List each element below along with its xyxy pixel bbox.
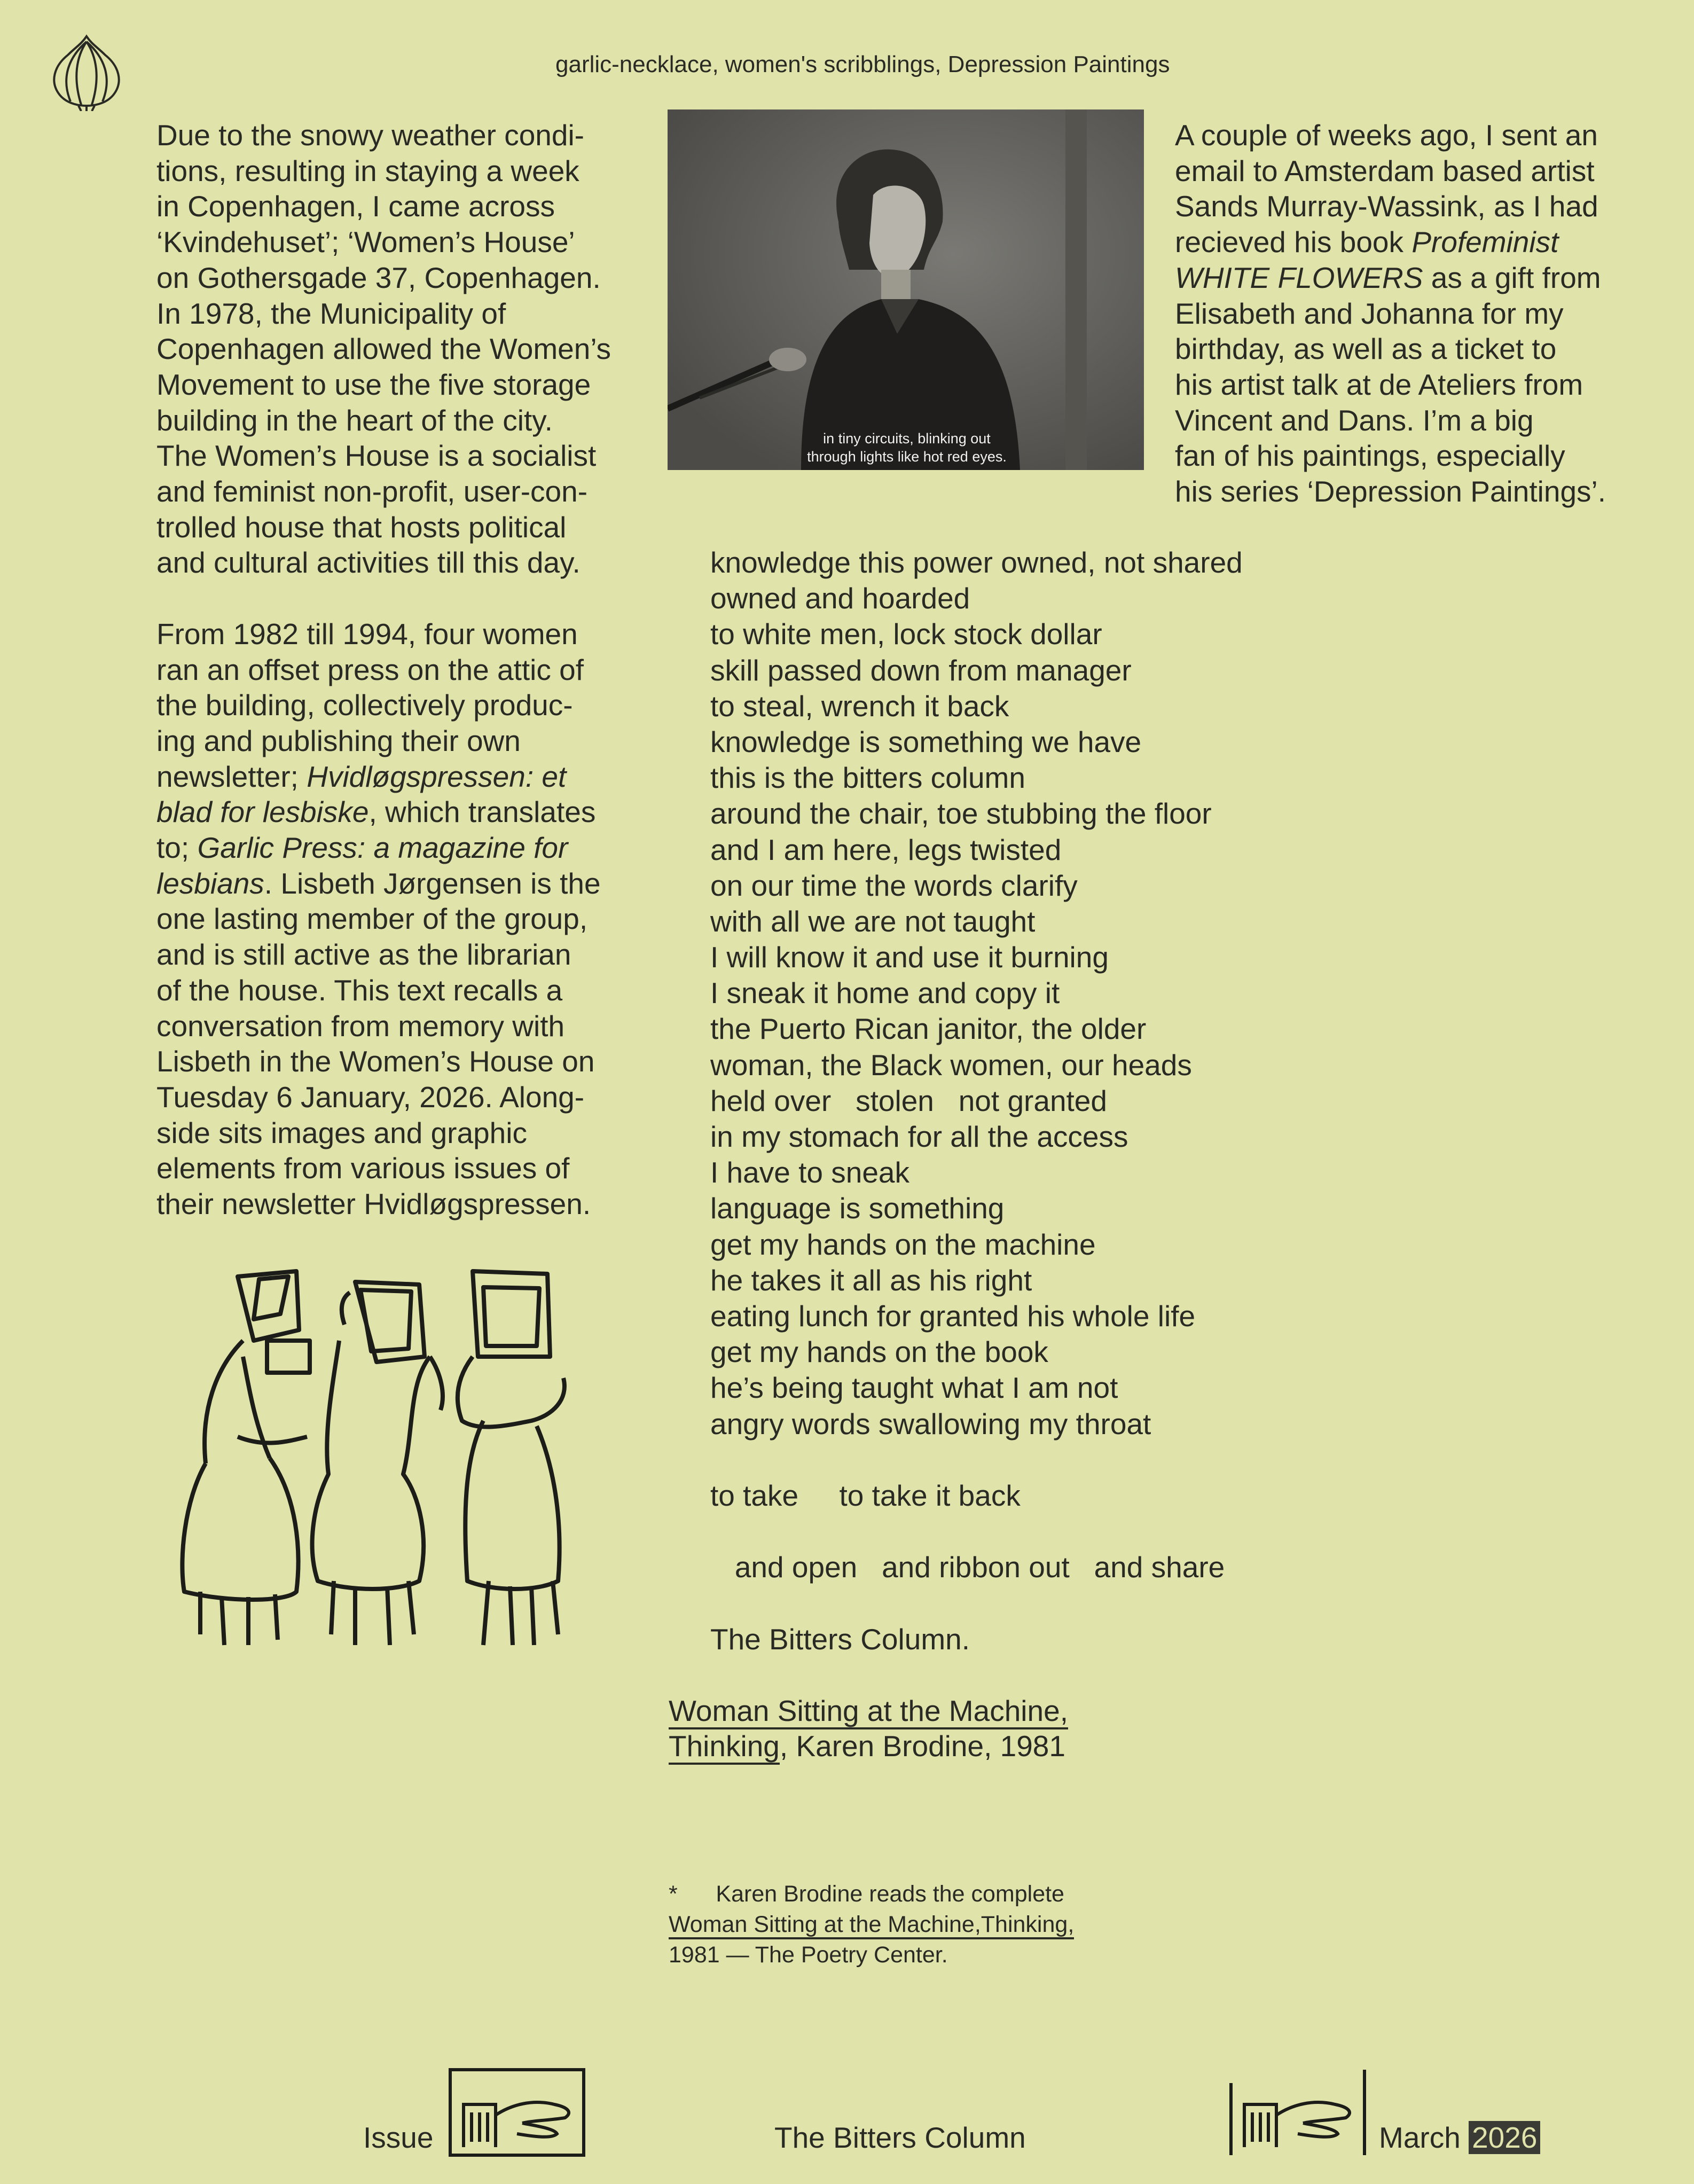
- poem-line: The Bitters Column.: [710, 1622, 970, 1656]
- text-line: [156, 723, 637, 759]
- poem-line: I will know it and use it burning: [710, 941, 1109, 974]
- text-line: [1175, 438, 1656, 474]
- italic-title: blad for lesbiske: [156, 795, 369, 829]
- poem-line: on our time the words clarify: [710, 868, 1078, 902]
- poem-line: the Puerto Rican janitor, the older: [710, 1012, 1147, 1046]
- poem-line: knowledge is something we have: [710, 725, 1142, 758]
- poem-line: I have to sneak: [710, 1156, 910, 1189]
- text-line: [156, 616, 637, 652]
- text-run: Sands Murray-Wassink, as I had: [1175, 190, 1598, 223]
- right-column: [1175, 118, 1656, 510]
- text-run: Lisbeth in the Women’s House on: [156, 1045, 595, 1078]
- poem-line: to white men, lock stock dollar: [710, 617, 1102, 651]
- text-line: on Gothersgade 37, Copenhagen.: [156, 261, 601, 294]
- text-run: ran an offset press on the attic of: [156, 653, 584, 686]
- poem-line: language is something: [710, 1192, 1005, 1225]
- text-line: [1175, 403, 1656, 439]
- text-line: [156, 1150, 637, 1186]
- text-line: [156, 1079, 637, 1115]
- text-line: ‘Kvindehuset’; ‘Women’s House’: [156, 225, 575, 259]
- text-line: [156, 794, 637, 830]
- subtitle-line-1: in tiny circuits, blinking out: [823, 430, 991, 447]
- text-line: tions, resulting in staying a week: [156, 154, 579, 187]
- citation-author: , Karen Brodine, 1981: [779, 1729, 1065, 1763]
- text-run: elements from various issues of: [156, 1152, 570, 1185]
- text-line: [156, 1186, 637, 1222]
- poem-line: this is the bitters column: [710, 761, 1025, 795]
- text-line: In 1978, the Municipality of: [156, 296, 506, 330]
- italic-title: lesbians: [156, 866, 264, 900]
- text-run: recieved his book: [1175, 225, 1412, 259]
- text-run: birthday, as well as a ticket to: [1175, 332, 1557, 366]
- text-run: to;: [156, 831, 198, 865]
- poem-line: knowledge this power owned, not shared: [710, 546, 1243, 579]
- text-line: building in the heart of the city.: [156, 403, 553, 437]
- footer-column-title: The Bitters Column: [774, 2121, 1026, 2154]
- text-line: [1175, 189, 1656, 224]
- poem-line: and I am here, legs twisted: [710, 833, 1062, 866]
- poem-citation: [669, 1693, 1068, 1764]
- text-line: Copenhagen allowed the Women’s: [156, 332, 611, 366]
- poem-line: around the chair, toe stubbing the floor: [710, 797, 1212, 831]
- poem-line: skill passed down from manager: [710, 653, 1132, 687]
- footer-month: March: [1379, 2121, 1461, 2154]
- text-line: The Women’s House is a socialist: [156, 439, 597, 473]
- left-column: [156, 118, 637, 1222]
- text-line: [1175, 367, 1656, 403]
- text-line: [1175, 260, 1656, 296]
- text-run: email to Amsterdam based artist: [1175, 154, 1595, 187]
- footnote-line-3: 1981 — The Poetry Center.: [669, 1942, 948, 1968]
- text-line: [156, 866, 637, 902]
- pointing-hand-stamp-icon: [448, 2067, 586, 2158]
- text-run: his artist talk at de Ateliers from: [1175, 367, 1583, 401]
- video-subtitle: [784, 429, 1030, 466]
- poem-line: to take to take it back: [710, 1478, 1021, 1512]
- poem: [710, 545, 1405, 1657]
- page-header-title: garlic-necklace, women's scribblings, Depression Paintings: [555, 51, 1170, 77]
- text-line: [156, 973, 637, 1008]
- text-line: [1175, 153, 1656, 189]
- italic-title: Garlic Press: a magazine for: [197, 831, 568, 865]
- text-line: in Copenhagen, I came across: [156, 190, 555, 223]
- text-line: and cultural activities till this day.: [156, 546, 581, 580]
- subtitle-line-2: through lights like hot red eyes.: [807, 449, 1007, 465]
- text-run: Elisabeth and Johanna for my: [1175, 296, 1564, 330]
- poem-line: [710, 1585, 1405, 1621]
- poem-line: and open and ribbon out and share: [710, 1551, 1225, 1584]
- text-line: Due to the snowy weather condi-: [156, 119, 584, 152]
- italic-title: Hvidløgspressen: et: [307, 760, 567, 793]
- poem-line: he’s being taught what I am not: [710, 1371, 1118, 1405]
- poem-line: angry words swallowing my throat: [710, 1407, 1151, 1441]
- text-run: , which translates: [368, 795, 596, 829]
- garlic-logo-icon: [44, 31, 129, 111]
- text-run: conversation from memory with: [156, 1009, 565, 1043]
- text-line: Movement to use the five storage: [156, 367, 591, 401]
- footnote-title: Woman Sitting at the Machine,Thinking,: [669, 1912, 1074, 1939]
- italic-title: WHITE FLOWERS: [1175, 261, 1423, 294]
- poem-line: get my hands on the machine: [710, 1227, 1096, 1261]
- women-at-machines-illustration: [163, 1261, 644, 1677]
- text-line: [156, 937, 637, 973]
- text-run: Vincent and Dans. I’m a big: [1175, 403, 1534, 437]
- poem-line: eating lunch for granted his whole life: [710, 1299, 1196, 1333]
- text-run: the building, collectively produc-: [156, 688, 573, 722]
- text-run: and is still active as the librarian: [156, 938, 571, 972]
- footer-year: 2026: [1469, 2121, 1540, 2154]
- poem-line: to steal, wrench it back: [710, 689, 1009, 723]
- text-line: [1175, 224, 1656, 260]
- italic-title: Profeminist: [1411, 225, 1559, 259]
- citation-title-line-2: Thinking: [669, 1729, 780, 1765]
- pointing-hand-stamp-icon-right: [1228, 2067, 1367, 2158]
- text-line: [156, 687, 637, 723]
- text-run: ing and publishing their own: [156, 724, 521, 757]
- poem-line: [710, 1442, 1405, 1478]
- poem-line: I sneak it home and copy it: [710, 976, 1060, 1010]
- text-line: [156, 759, 637, 795]
- history-paragraph: [156, 616, 637, 1222]
- citation-title-line-1: Woman Sitting at the Machine,: [669, 1694, 1068, 1729]
- text-line: [1175, 474, 1656, 510]
- text-line: [1175, 331, 1656, 367]
- video-still-photo: [668, 109, 1144, 470]
- footnote: [669, 1879, 1074, 1970]
- poem-line: held over stolen not granted: [710, 1084, 1107, 1117]
- text-run: their newsletter Hvidløgspressen.: [156, 1187, 591, 1221]
- poem-line: owned and hoarded: [710, 582, 970, 615]
- poem-line: woman, the Black women, our heads: [710, 1048, 1192, 1082]
- text-run: as a gift from: [1423, 261, 1601, 294]
- text-run: newsletter;: [156, 760, 307, 793]
- text-line: [156, 1008, 637, 1044]
- poem-line: he takes it all as his right: [710, 1263, 1032, 1297]
- text-line: [156, 1115, 637, 1151]
- text-run: one lasting member of the group,: [156, 902, 588, 936]
- text-line: trolled house that hosts political: [156, 510, 567, 544]
- text-line: [1175, 296, 1656, 332]
- text-line: [156, 901, 637, 937]
- text-run: From 1982 till 1994, four women: [156, 617, 578, 651]
- poem-line: in my stomach for all the access: [710, 1120, 1128, 1153]
- text-run: A couple of weeks ago, I sent an: [1175, 119, 1598, 152]
- text-run: of the house. This text recalls a: [156, 973, 563, 1007]
- intro-paragraph: [156, 118, 637, 581]
- text-run: his series ‘Depression Paintings’.: [1175, 475, 1606, 508]
- poem-line: get my hands on the book: [710, 1335, 1048, 1369]
- text-line: [156, 1044, 637, 1079]
- text-line: [156, 652, 637, 688]
- footnote-line-1: * Karen Brodine reads the complete: [669, 1881, 1064, 1907]
- poem-line: [710, 1514, 1405, 1549]
- text-run: fan of his paintings, especially: [1175, 439, 1565, 473]
- text-line: and feminist non-profit, user-con-: [156, 475, 588, 508]
- text-run: Tuesday 6 January, 2026. Along-: [156, 1080, 585, 1114]
- text-line: [1175, 118, 1656, 153]
- poem-line: with all we are not taught: [710, 904, 1036, 938]
- footer-date: [1379, 2120, 1540, 2155]
- text-line: [156, 830, 637, 866]
- text-run: . Lisbeth Jørgensen is the: [264, 866, 601, 900]
- text-run: side sits images and graphic: [156, 1116, 527, 1149]
- footer-issue-label: Issue: [363, 2121, 434, 2154]
